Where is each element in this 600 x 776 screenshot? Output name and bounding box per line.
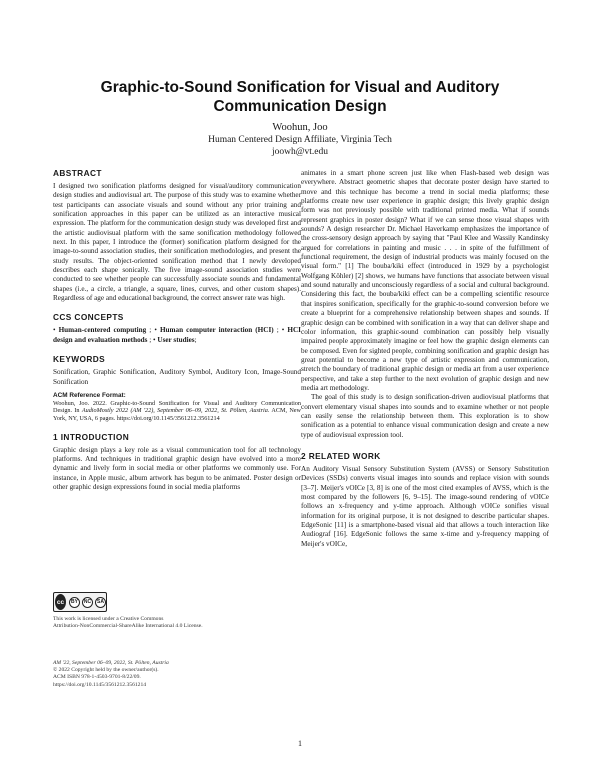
title-line-1: Graphic-to-Sound Sonification for Visual and Auditory bbox=[100, 79, 500, 96]
ccs-item-3: HCI design and evaluation methods bbox=[53, 326, 301, 344]
related-work-heading: 2 RELATED WORK bbox=[301, 450, 381, 461]
abstract-heading: ABSTRACT bbox=[53, 168, 102, 178]
related-work-text: An Auditory Visual Sensory Substitution System (AVSS) or Sensory Substitution Devices (SSDs) converts visual images into sounds and replace vision with sounds [3–7]. Meijer's vOICe [3, 8] is one of the most cited examples of AVSS, which is the most compared by the followers [6, 9–15]. The image-sound rendering of vOICe follows an x-frequency and y-time approach. Although vOICe sonifies visual information for its original purpose, it is not designed to describe particular shapes. EdgeSonic [11] is a smartphone-based visual aid that allows a touch interaction like Audiograf [16]. EdgeSonic follows the same x-time and y-frequency mapping of Meijer's vOICe, bbox=[301, 464, 549, 548]
introduction-heading: 1 INTRODUCTION bbox=[53, 431, 130, 442]
right-column bbox=[301, 169, 549, 549]
intro-continued-text: animates in a smart phone screen just like when Flash-based web design was everywhere. Abstract geometric shapes that decorate poster design have started to move and this technique has become a trend in social media platforms; these platforms create new user experience in graphic design; this lively graphic design form was not previously possible with traditional printed media. What if sounds represent graphics in poster design? What if we can sense those visual shapes with sounds? A design researcher Dr. Michael Haverkamp emphasizes the importance of the cross-sensory design approach by saying that "Paul Klee and Wassily Kandinsky argued for correlations in painting and music . . . in spite of the fulfillment of functional requirement, the design of industrial products was mainly focused on the visual form." [1] The bouba/kiki effect (introduced in 1929 by a psychologist Wolfgang Köhler) [2] shows, we humans have functions that associate between visual and sound naturally and unconsciously regardless of a social and cultural background. Considering this fact, the bouba/kiki effect can be a compelling scientific resource that inspires sonification, specifically for the graphic-to-sound conversion before we create a blueprint for a comprehensive relationship between shapes and sounds. If graphic design can be combined with sonification in a way that can deliver shape and color information, this graphic-sound combination can possibly help visually impaired people approximately imagine or feel how the graphic design elements can be composed. Even for sighted people, combining sonification and graphic design has great potential to become a new type of artistic expression and communication, stretch the boundary of traditional graphic design or media art from a user experience perspective, and take a step further to the next evolution of graphic design and new media art methodology. bbox=[301, 169, 549, 392]
license-text: This work is licensed under a Creative Commons Attribution-NonCommercial-ShareAlike International 4.0 License. bbox=[53, 616, 203, 629]
copyright: © 2022 Copyright held by the owner/author(s). bbox=[53, 667, 159, 674]
keywords-heading: KEYWORDS bbox=[53, 354, 106, 365]
license-block bbox=[53, 592, 301, 630]
ccs-item-1: Human-centered computing bbox=[58, 326, 147, 335]
abstract-text: I designed two sonification platforms designed for visual/auditory communication design studies and audiovisual art. The purpose of this study was to examine whether test participants can associate visuals and sound without any prior training and sonification approaches in this paper can be utilized as an interactive musical expression. The platform for the communication design study was developed first and the artistic audiovisual platform with the same sonification methodology followed next. In this paper, I introduce the (former) sonification platform designed for the image-to-sound association studies, their sonification methodologies, and present the study results. The object-oriented sonification method that I newly developed describes each shape sonically. The five image-sound association studies were conducted to see whether people can successfully associate sounds and fundamental shapes (i.e., a circle, a triangle, a square, lines, curves, and other custom shapes). Regardless of age and educational background, the correct answer rate was high. bbox=[53, 182, 301, 303]
isbn: ACM ISBN 978-1-4503-9701-8/22/09. bbox=[53, 674, 141, 681]
sa-icon: SA bbox=[95, 597, 106, 608]
nc-icon: NC bbox=[82, 597, 93, 608]
acm-reference-heading: ACM Reference Format: bbox=[53, 391, 126, 399]
author-block bbox=[0, 122, 600, 158]
page-number: 1 bbox=[298, 739, 302, 748]
acm-reference-text: Woohun, Joo. 2022. Graphic-to-Sound Sonification for Visual and Auditory Communication Design. In AudioMostly 2022 (AM '22), September 06–09, 2022, St. Pölten, Austria. ACM, New York, NY, USA, 6 pages. https://doi.org/10.1145/3561212.3561214 bbox=[53, 399, 302, 423]
publication-metadata bbox=[53, 660, 301, 689]
ccs-list: • Human-centered computing ; • Human computer interaction (HCI) ; • HCI design and evaluation methods ; • User studies; bbox=[53, 326, 301, 344]
title-line-2: Communication Design bbox=[213, 98, 387, 115]
ccs-item-4: User studies bbox=[157, 335, 195, 344]
paper-title bbox=[40, 78, 560, 116]
ccs-item-2: Human computer interaction (HCI) bbox=[159, 326, 274, 335]
keywords-text: Sonification, Graphic Sonification, Auditory Symbol, Auditory Icon, Image-Sound Sonification bbox=[53, 368, 301, 386]
creative-commons-icon: cc BY NC SA bbox=[53, 592, 107, 612]
author-affiliation: Human Centered Design Affiliate, Virginia Tech bbox=[208, 135, 392, 145]
intro-goal-text: The goal of this study is to design sonification-driven audiovisual platforms that convert elementary visual shapes into sounds and to examine whether or not people can easily sense the relationship between them. This exploration is to show sonification as a potential to enhance visual communication design and create a new type of audiovisual expression tool. bbox=[301, 393, 549, 439]
doi-link[interactable]: https://doi.org/10.1145/3561212.3561214 bbox=[53, 681, 147, 688]
introduction-text: Graphic design plays a key role as a visual communication tool for all technology platforms. And techniques in traditional graphic design have evolved into a more dynamic and lively form in social media or other platforms we commonly use. For instance, in Apple music, album artwork has begun to be animated. Poster design or other graphic design expressions found in social media platforms bbox=[53, 445, 301, 491]
author-name: Woohun, Joo bbox=[272, 122, 328, 133]
ccs-heading: CCS CONCEPTS bbox=[53, 312, 124, 323]
author-email: joowh@vt.edu bbox=[272, 147, 328, 157]
left-column bbox=[53, 168, 301, 492]
conference-info: AM '22, September 06–09, 2022, St. Pölten, Austria bbox=[53, 660, 169, 666]
by-icon: BY bbox=[69, 597, 80, 608]
